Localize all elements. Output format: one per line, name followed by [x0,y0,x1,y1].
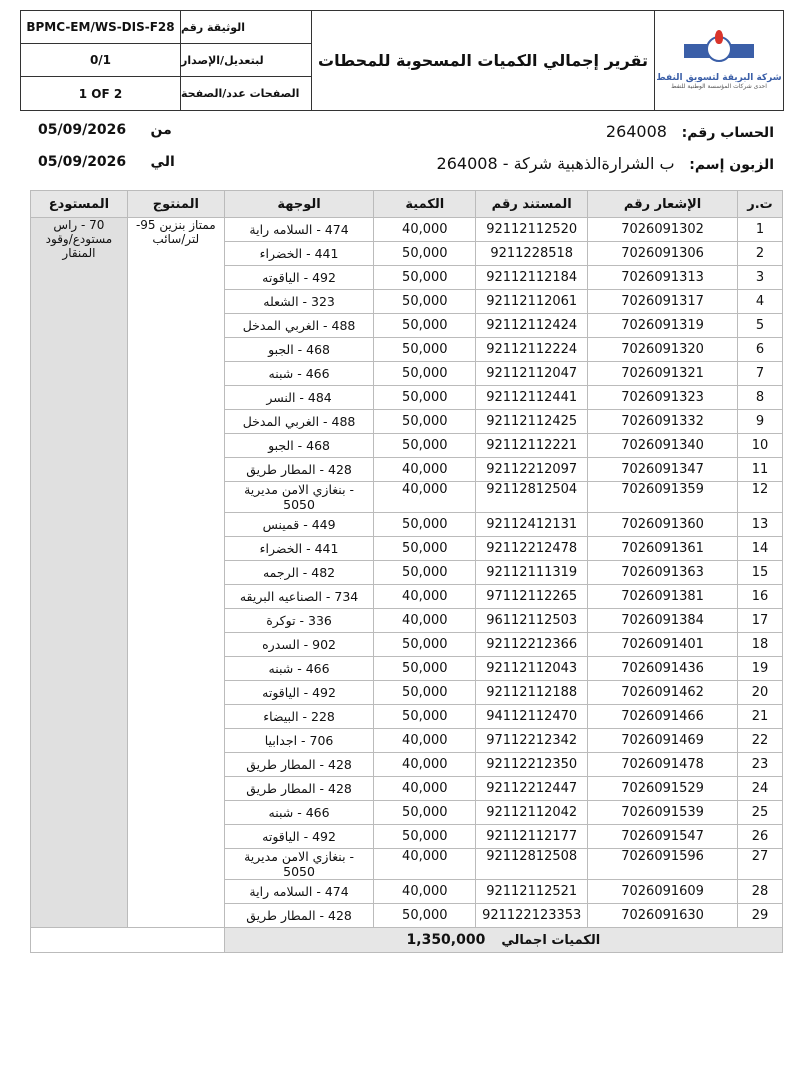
serial-cell: 28 [737,880,782,904]
total-row [31,928,783,953]
document-cell: 92112812508 [476,849,588,880]
quantity-cell: 50,000 [374,705,476,729]
from-date: 05/09/2026 [38,122,127,138]
destination-cell: 488 - الغربي المدخل [224,314,374,338]
quantity-cell: 40,000 [374,609,476,633]
account-label: الحساب رقم: [681,125,774,141]
notice-cell: 7026091436 [588,657,738,681]
document-header [20,10,784,111]
document-cell: 96112112503 [476,609,588,633]
document-cell: 92112112061 [476,290,588,314]
serial-cell: 9 [737,410,782,434]
document-cell: 97112112265 [476,585,588,609]
serial-cell: 14 [737,537,782,561]
destination-cell: 468 - الجبو [224,434,374,458]
destination-cell: 466 - شبنه [224,362,374,386]
notice-cell: 7026091317 [588,290,738,314]
serial-cell: 5 [737,314,782,338]
quantity-cell: 40,000 [374,849,476,880]
document-cell: 92112212447 [476,777,588,801]
quantity-cell: 50,000 [374,537,476,561]
destination-cell: 323 - الشعله [224,290,374,314]
notice-cell: 7026091359 [588,482,738,513]
doc-number-value: BPMC-EM/WS-DIS-F28 [21,11,181,44]
quantity-cell: 40,000 [374,218,476,242]
flame-logo-icon [684,32,754,70]
quantity-cell: 50,000 [374,242,476,266]
quantity-cell: 40,000 [374,729,476,753]
notice-cell: 7026091547 [588,825,738,849]
notice-cell: 7026091466 [588,705,738,729]
document-cell: 92112112042 [476,801,588,825]
serial-cell: 21 [737,705,782,729]
quantity-cell: 50,000 [374,513,476,537]
serial-cell: 27 [737,849,782,880]
destination-cell: 492 - الياقوته [224,681,374,705]
quantity-cell: 50,000 [374,633,476,657]
document-cell: 92112212350 [476,753,588,777]
notice-cell: 7026091529 [588,777,738,801]
notice-cell: 7026091363 [588,561,738,585]
table-header-row [31,191,783,218]
col-destination: الوجهة [224,191,374,218]
serial-cell: 4 [737,290,782,314]
serial-cell: 17 [737,609,782,633]
revision-value: 0/1 [21,44,181,77]
document-cell: 92112812504 [476,482,588,513]
notice-cell: 7026091609 [588,880,738,904]
notice-cell: 7026091340 [588,434,738,458]
notice-cell: 7026091381 [588,585,738,609]
destination-cell: 492 - الياقوته [224,825,374,849]
destination-cell: 468 - الجبو [224,338,374,362]
col-serial: ت.ر [737,191,782,218]
document-cell: 92112111319 [476,561,588,585]
destination-cell: 336 - توكرة [224,609,374,633]
notice-cell: 7026091321 [588,362,738,386]
document-cell: 92112112188 [476,681,588,705]
serial-cell: 13 [737,513,782,537]
destination-cell: 492 - الياقوته [224,266,374,290]
total-label: الكميات اجمالي [501,933,601,948]
pages-label: الصفحات عدد/الصفحة [181,87,300,100]
document-cell: 92112112521 [476,880,588,904]
customer-label: الزبون إسم: [689,157,774,173]
quantity-cell: 50,000 [374,434,476,458]
quantity-cell: 40,000 [374,777,476,801]
withdrawals-table [30,190,783,953]
document-cell: 92112112424 [476,314,588,338]
quantity-cell: 50,000 [374,825,476,849]
serial-cell: 6 [737,338,782,362]
notice-cell: 7026091469 [588,729,738,753]
report-title: تقرير إجمالي الكميات المسحوبة للمحطات [312,11,655,110]
notice-cell: 7026091539 [588,801,738,825]
notice-cell: 7026091630 [588,904,738,928]
notice-cell: 7026091347 [588,458,738,482]
quantity-cell: 50,000 [374,362,476,386]
quantity-cell: 40,000 [374,753,476,777]
notice-cell: 7026091319 [588,314,738,338]
depot-cell: 70 - راس مستودع/وقود المنقار [31,218,128,928]
quantity-cell: 50,000 [374,561,476,585]
quantity-cell: 50,000 [374,657,476,681]
serial-cell: 22 [737,729,782,753]
col-document: المستند رقم [476,191,588,218]
destination-cell: - بنغازي الامن مديرية 5050 [224,849,374,880]
document-cell: 92112112043 [476,657,588,681]
destination-cell: 474 - السلامه راية [224,218,374,242]
destination-cell: 428 - المطار طريق [224,458,374,482]
quantity-cell: 50,000 [374,801,476,825]
document-cell: 921122123353 [476,904,588,928]
company-logo [655,11,783,110]
to-date-row [38,154,175,170]
destination-cell: 441 - الخضراء [224,242,374,266]
from-date-row [38,122,172,138]
notice-cell: 7026091361 [588,537,738,561]
destination-cell: 488 - الغربي المدخل [224,410,374,434]
to-label: الي [150,154,175,170]
quantity-cell: 50,000 [374,314,476,338]
quantity-cell: 40,000 [374,458,476,482]
document-cell: 92112112425 [476,410,588,434]
serial-cell: 16 [737,585,782,609]
document-cell: 92112212366 [476,633,588,657]
serial-cell: 24 [737,777,782,801]
notice-cell: 7026091313 [588,266,738,290]
doc-meta-grid [21,11,312,110]
destination-cell: 902 - السدره [224,633,374,657]
serial-cell: 20 [737,681,782,705]
notice-cell: 7026091478 [588,753,738,777]
col-notice: الإشعار رقم [588,191,738,218]
quantity-cell: 50,000 [374,681,476,705]
serial-cell: 8 [737,386,782,410]
notice-cell: 7026091462 [588,681,738,705]
from-label: من [150,122,172,138]
to-date: 05/09/2026 [38,154,127,170]
serial-cell: 3 [737,266,782,290]
quantity-cell: 50,000 [374,386,476,410]
customer-row [437,154,774,173]
serial-cell: 15 [737,561,782,585]
document-cell: 92112212478 [476,537,588,561]
serial-cell: 19 [737,657,782,681]
serial-cell: 7 [737,362,782,386]
document-cell: 92112112177 [476,825,588,849]
document-cell: 94112112470 [476,705,588,729]
table-row [31,218,783,242]
logo-company-name: شركة البريقة لتسويق النفط [656,72,782,83]
serial-cell: 2 [737,242,782,266]
quantity-cell: 40,000 [374,482,476,513]
serial-cell: 26 [737,825,782,849]
destination-cell: 428 - المطار طريق [224,904,374,928]
col-product: المنتوج [127,191,224,218]
document-cell: 92112112221 [476,434,588,458]
notice-cell: 7026091302 [588,218,738,242]
product-cell: ممتاز بنزين 95- لتر/سائب [127,218,224,928]
account-row [606,122,774,141]
quantity-cell: 40,000 [374,880,476,904]
document-cell: 92112112047 [476,362,588,386]
destination-cell: 706 - اجدابيا [224,729,374,753]
notice-cell: 7026091401 [588,633,738,657]
logo-subtitle: احدى شركات المؤسسة الوطنية للنفط [671,82,767,90]
destination-cell: 734 - الصناعيه البريقه [224,585,374,609]
total-value: 1,350,000 [406,932,486,948]
document-cell: 92112112224 [476,338,588,362]
account-number: 264008 [605,122,667,141]
document-cell: 97112212342 [476,729,588,753]
destination-cell: 449 - قمينس [224,513,374,537]
destination-cell: 466 - شبنه [224,801,374,825]
quantity-cell: 50,000 [374,338,476,362]
destination-cell: 482 - الرجمه [224,561,374,585]
document-cell: 9211228518 [476,242,588,266]
document-cell: 92112412131 [476,513,588,537]
document-cell: 92112212097 [476,458,588,482]
quantity-cell: 50,000 [374,410,476,434]
destination-cell: 474 - السلامه راية [224,880,374,904]
destination-cell: 428 - المطار طريق [224,753,374,777]
destination-cell: 484 - النسر [224,386,374,410]
serial-cell: 25 [737,801,782,825]
notice-cell: 7026091332 [588,410,738,434]
serial-cell: 1 [737,218,782,242]
serial-cell: 10 [737,434,782,458]
document-cell: 92112112184 [476,266,588,290]
revision-label: لبتعديل/الإصدار [181,44,311,77]
notice-cell: 7026091384 [588,609,738,633]
serial-cell: 23 [737,753,782,777]
notice-cell: 7026091360 [588,513,738,537]
customer-name: ب الشرارةالذهبية شركة - 264008 [436,154,675,173]
col-quantity: الكمية [374,191,476,218]
serial-cell: 29 [737,904,782,928]
total-cell [224,928,782,953]
destination-cell: 441 - الخضراء [224,537,374,561]
serial-cell: 11 [737,458,782,482]
quantity-cell: 50,000 [374,904,476,928]
doc-number-label: الوثيقة رقم [181,11,311,44]
notice-cell: 7026091323 [588,386,738,410]
notice-cell: 7026091306 [588,242,738,266]
serial-cell: 12 [737,482,782,513]
notice-cell: 7026091596 [588,849,738,880]
destination-cell: 228 - البيضاء [224,705,374,729]
col-depot: المستودع [31,191,128,218]
total-blank-cell [31,928,225,953]
destination-cell: 466 - شبنه [224,657,374,681]
pages-value: 1 OF 2 [21,77,181,110]
document-cell: 92112112520 [476,218,588,242]
destination-cell: 428 - المطار طريق [224,777,374,801]
notice-cell: 7026091320 [588,338,738,362]
destination-cell: - بنغازي الامن مديرية 5050 [224,482,374,513]
quantity-cell: 50,000 [374,290,476,314]
quantity-cell: 40,000 [374,585,476,609]
quantity-cell: 50,000 [374,266,476,290]
document-cell: 92112112441 [476,386,588,410]
serial-cell: 18 [737,633,782,657]
